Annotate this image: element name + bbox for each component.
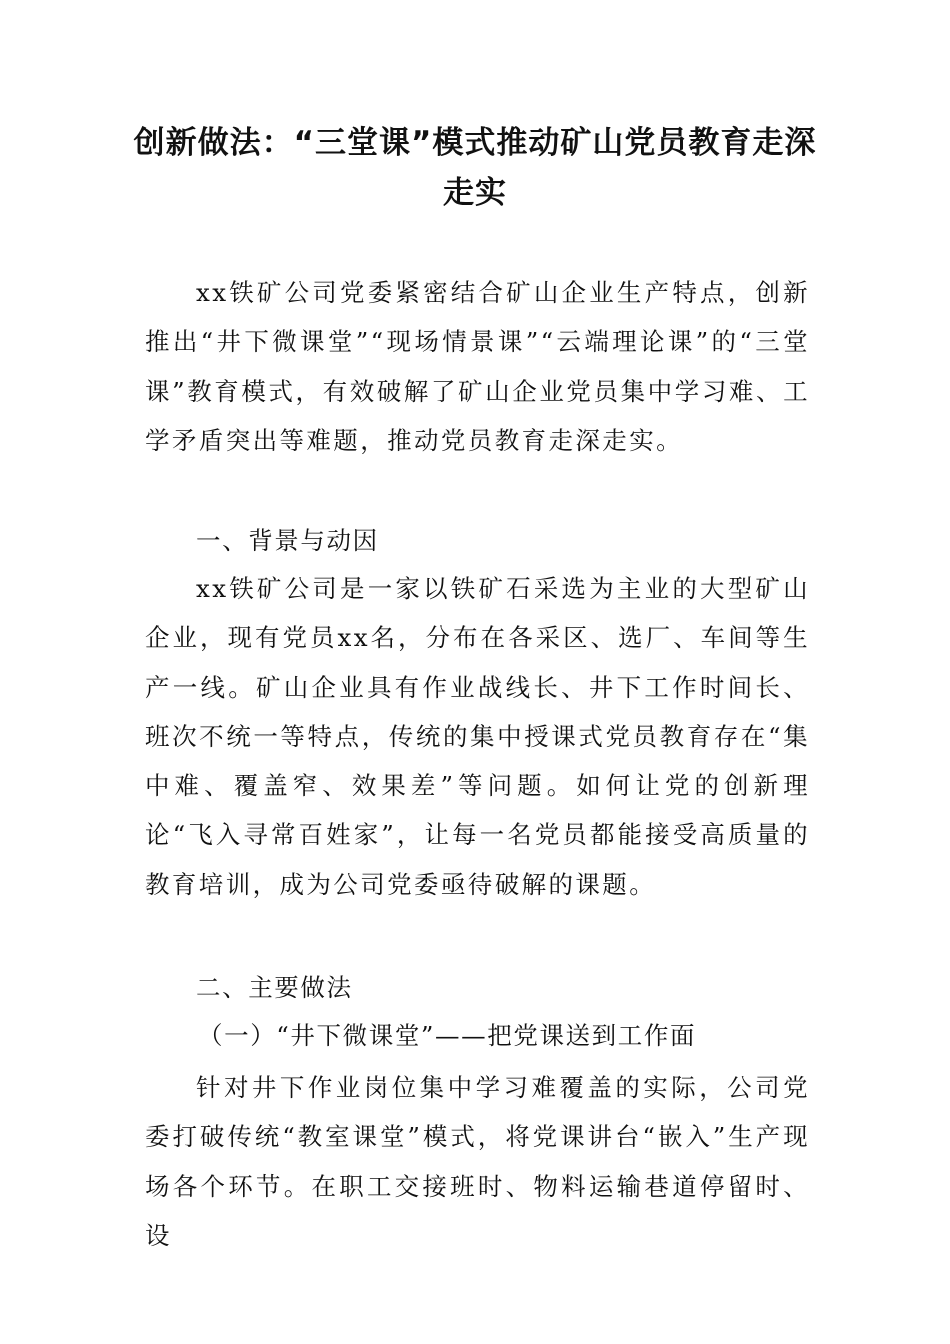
document-title: 创新做法：“三堂课”模式推动矿山党员教育走深走实 [133,125,817,211]
subsection-heading-underground-class: （一）“井下微课堂”——把党课送到工作面 [198,1021,697,1050]
intro-paragraph: xx铁矿公司党委紧密结合矿山企业生产特点，创新推出“井下微课堂”“现场情景课”“云端理论课”的“三堂课”教育模式，有效破解了矿山企业党员集中学习难、工学矛盾突出等难题，推动党员教育走深走实。 [145,278,810,455]
underground-class-paragraph: 针对井下作业岗位集中学习难覆盖的实际，公司党委打破传统“教室课堂”模式，将党课讲台“嵌入”生产现场各个环节。在职工交接班时、物料运输巷道停留时、设 [145,1073,810,1250]
section-heading-background: 一、背景与动因 [196,526,379,555]
background-paragraph: xx铁矿公司是一家以铁矿石采选为主业的大型矿山企业，现有党员xx名，分布在各采区、选厂、车间等生产一线。矿山企业具有作业战线长、井下工作时间长、班次不统一等特点，传统的集中授课式党员教育存在“集中难、覆盖窄、效果差”等问题。如何让党的创新理论“飞入寻常百姓家”，让每一名党员都能接受高质量的教育培训，成为公司党委亟待破解的课题。 [145,574,810,899]
section-heading-main-practices: 二、主要做法 [196,973,353,1002]
